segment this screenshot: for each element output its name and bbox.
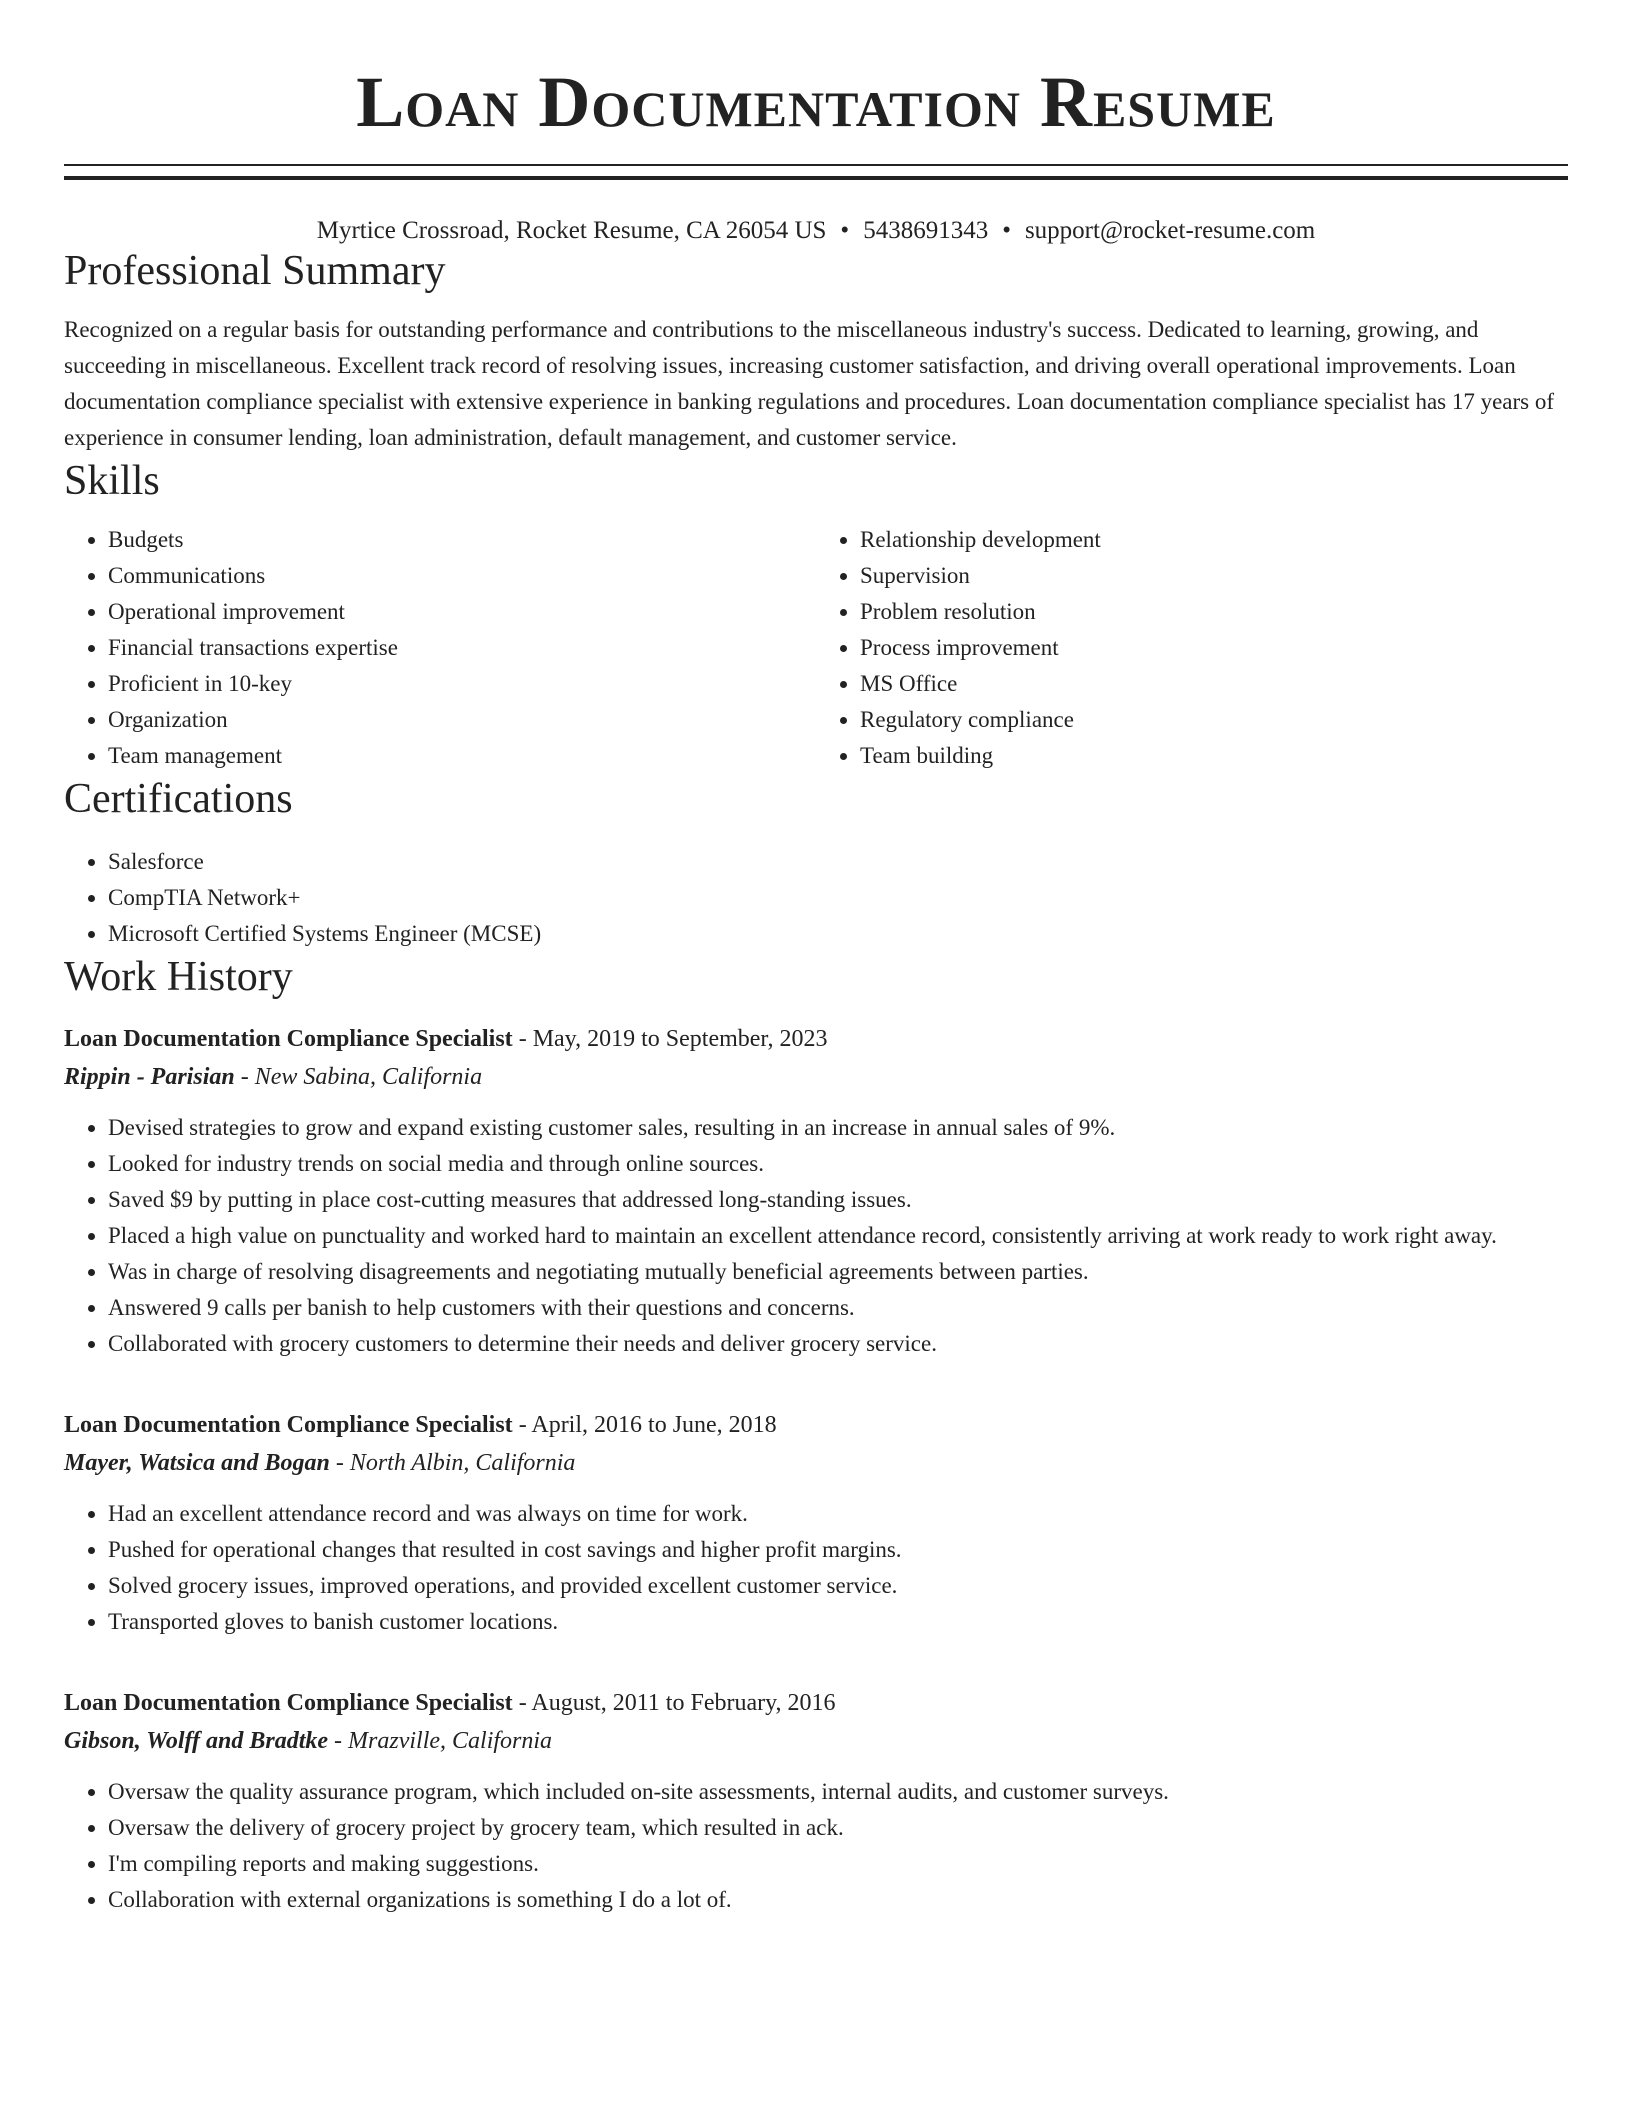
skill-item: • Problem resolution [860, 594, 1568, 630]
job-location: Mrazville, California [348, 1728, 553, 1754]
skill-item: • Proficient in 10-key [108, 666, 816, 702]
skill-item: • Financial transactions expertise [108, 630, 816, 666]
job-bullet: • Devised strategies to grow and expand existing customer sales, resulting in an increase in annual sales of 9%. [108, 1110, 1568, 1146]
job-bullet: • Transported gloves to banish customer locations. [108, 1604, 1568, 1640]
skills-columns [64, 522, 1568, 774]
job-company-line: Gibson, Wolff and Bradtke - Mrazville, California [64, 1728, 553, 1754]
skill-item: • Relationship development [860, 522, 1568, 558]
job-bullet: • Answered 9 calls per banish to help customers with their questions and concerns. [108, 1290, 1568, 1326]
skill-item: • Team management [108, 738, 816, 774]
certification-item: • Salesforce [108, 844, 1568, 880]
job-company: Rippin - Parisian [64, 1064, 235, 1090]
job-bullet: • Solved grocery issues, improved operations, and provided excellent customer service. [108, 1568, 1568, 1604]
contact-phone: 5438691343 [863, 217, 989, 244]
job-entry [64, 1020, 1568, 1362]
skills-list-right [816, 522, 1568, 774]
job-dates: August, 2011 to February, 2016 [531, 1690, 836, 1716]
job-bullet: • Placed a high value on punctuality and worked hard to maintain an excellent attendance record, consistently arriving at work ready to work right away. [108, 1218, 1568, 1254]
job-header: Loan Documentation Compliance Specialist - August, 2011 to February, 2016 [64, 1690, 836, 1716]
job-bullet: • Looked for industry trends on social media and through online sources. [108, 1146, 1568, 1182]
skill-item: • Team building [860, 738, 1568, 774]
job-bullets [64, 1774, 1568, 1918]
contact-separator: • [840, 217, 850, 244]
job-role: Loan Documentation Compliance Specialist [64, 1026, 513, 1052]
contact-address: Myrtice Crossroad, Rocket Resume, CA 26054 US [316, 217, 827, 244]
job-dates: May, 2019 to September, 2023 [532, 1026, 828, 1052]
resume-title: Loan Documentation Resume [356, 62, 1276, 142]
job-company-line: Mayer, Watsica and Bogan - North Albin, California [64, 1450, 576, 1476]
job-company: Mayer, Watsica and Bogan [64, 1450, 330, 1476]
job-bullet: • Oversaw the delivery of grocery project by grocery team, which resulted in ack. [108, 1810, 1568, 1846]
title-divider [64, 164, 1568, 180]
job-role: Loan Documentation Compliance Specialist [64, 1412, 513, 1438]
job-dates: April, 2016 to June, 2018 [531, 1412, 777, 1438]
skills-heading: Skills [64, 458, 160, 504]
job-header: Loan Documentation Compliance Specialist - May, 2019 to September, 2023 [64, 1026, 828, 1052]
job-company-line: Rippin - Parisian - New Sabina, California [64, 1064, 483, 1090]
certifications-list [64, 844, 1568, 952]
job-bullets [64, 1496, 1568, 1640]
job-location: North Albin, California [349, 1450, 576, 1476]
job-bullet: • Oversaw the quality assurance program, which included on-site assessments, internal audits, and customer surveys. [108, 1774, 1568, 1810]
job-entry [64, 1406, 1568, 1640]
certifications-heading: Certifications [64, 776, 293, 822]
contact-email: support@rocket-resume.com [1024, 217, 1316, 244]
certification-item: • Microsoft Certified Systems Engineer (MCSE) [108, 916, 1568, 952]
skill-item: • Supervision [860, 558, 1568, 594]
skill-item: • Organization [108, 702, 816, 738]
job-bullet: • Pushed for operational changes that resulted in cost savings and higher profit margins. [108, 1532, 1568, 1568]
skill-item: • Regulatory compliance [860, 702, 1568, 738]
job-bullets [64, 1110, 1568, 1362]
job-bullet: • Saved $9 by putting in place cost-cutting measures that addressed long-standing issues. [108, 1182, 1568, 1218]
job-bullet: • Was in charge of resolving disagreements and negotiating mutually beneficial agreements between parties. [108, 1254, 1568, 1290]
skill-item: • Communications [108, 558, 816, 594]
job-bullet: • I'm compiling reports and making suggestions. [108, 1846, 1568, 1882]
job-location: New Sabina, California [254, 1064, 483, 1090]
job-role: Loan Documentation Compliance Specialist [64, 1690, 513, 1716]
job-company: Gibson, Wolff and Bradtke [64, 1728, 329, 1754]
contact-separator: • [1002, 217, 1011, 244]
skills-list-left [64, 522, 816, 774]
skill-item: • Operational improvement [108, 594, 816, 630]
skill-item: • MS Office [860, 666, 1568, 702]
job-bullet: • Had an excellent attendance record and was always on time for work. [108, 1496, 1568, 1532]
summary-text: Recognized on a regular basis for outstanding performance and contributions to the miscellaneous industry's success. Dedicated to learning, growing, and succeeding in miscellaneous. Excellent track record of resolving issues, increasing customer satisfaction, and driving overall operational improvements. Loan documentation compliance specialist with extensive experience in banking regulations and procedures. Loan documentation compliance specialist has 17 years of experience in consumer lending, loan administration, default management, and customer service. [64, 317, 1555, 450]
certification-item: • CompTIA Network+ [108, 880, 1568, 916]
job-bullet: • Collaboration with external organizations is something I do a lot of. [108, 1882, 1568, 1918]
job-bullet: • Collaborated with grocery customers to determine their needs and deliver grocery service. [108, 1326, 1568, 1362]
skill-item: • Process improvement [860, 630, 1568, 666]
contact-line [64, 216, 1568, 246]
job-entry [64, 1684, 1568, 1918]
skill-item: • Budgets [108, 522, 816, 558]
summary-heading: Professional Summary [64, 248, 446, 294]
job-header: Loan Documentation Compliance Specialist - April, 2016 to June, 2018 [64, 1412, 777, 1438]
work-history-heading: Work History [64, 954, 293, 1000]
